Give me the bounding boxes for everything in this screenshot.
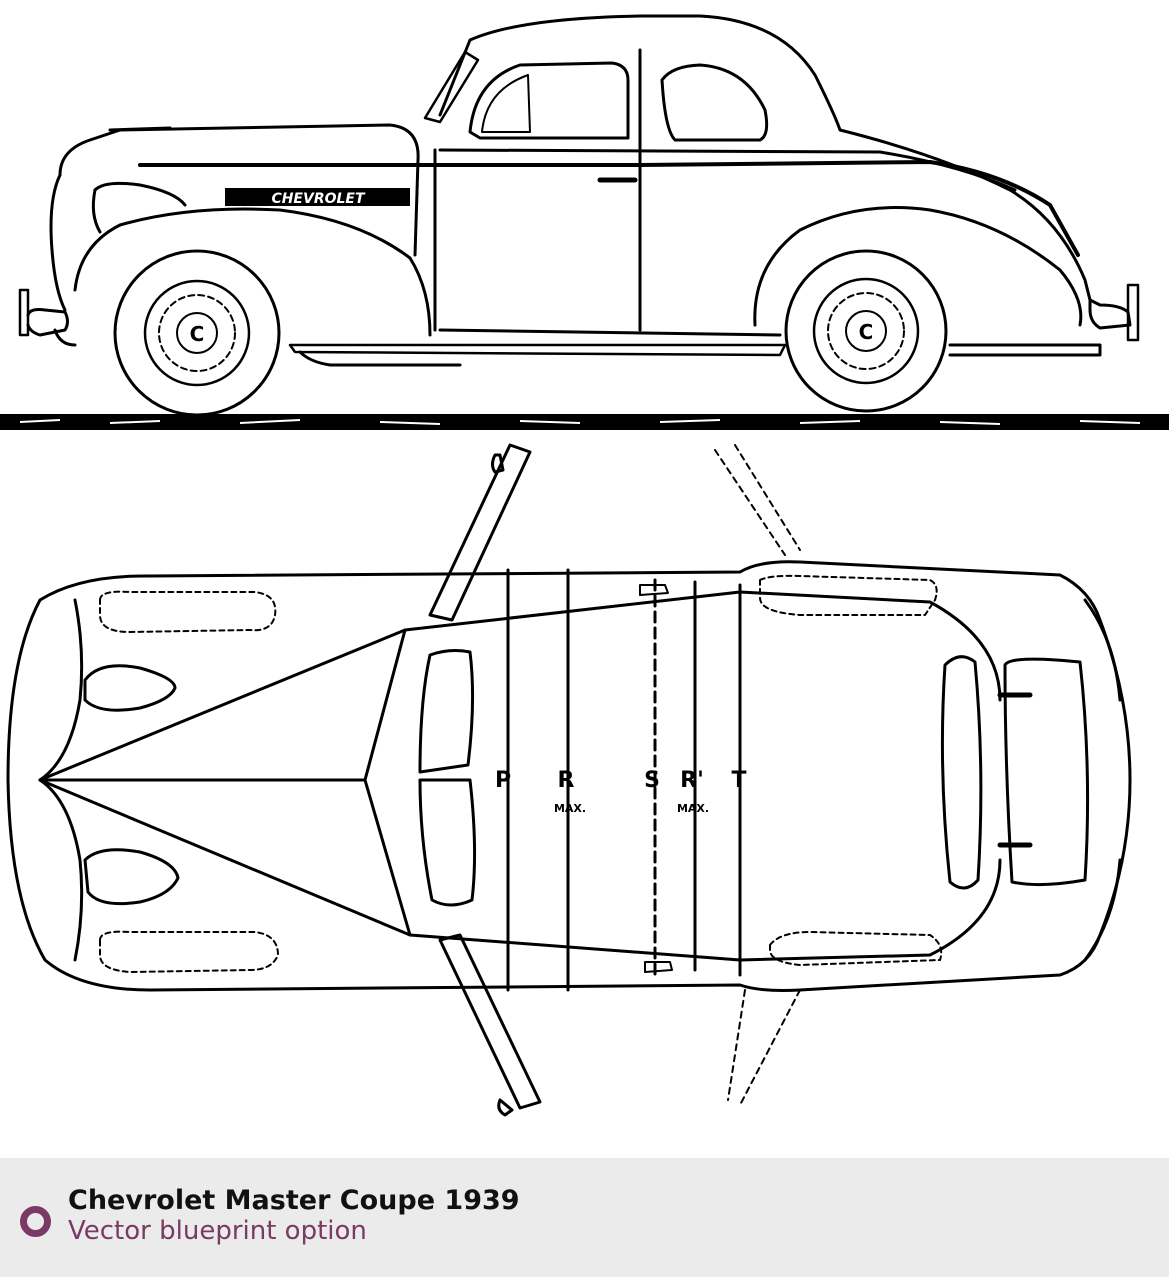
caption-title: Chevrolet Master Coupe 1939	[68, 1185, 520, 1216]
side-logo-text: CHEVROLET	[271, 191, 365, 207]
station-letter-p: P	[494, 768, 512, 793]
front-hubcap-text: C	[189, 322, 205, 346]
station-letter-r: R	[557, 768, 575, 793]
station-sub-r: MAX.	[553, 802, 587, 815]
station-letter-r-prime: R'	[680, 768, 704, 793]
station-sub-r-prime: MAX.	[676, 802, 710, 815]
station-letter-t: T	[731, 768, 747, 793]
view-separator	[0, 414, 1169, 430]
station-letter-s: S	[644, 768, 660, 793]
ring-icon	[19, 1205, 52, 1238]
rear-hubcap-text: C	[858, 320, 874, 344]
caption-subtitle: Vector blueprint option	[68, 1216, 367, 1246]
